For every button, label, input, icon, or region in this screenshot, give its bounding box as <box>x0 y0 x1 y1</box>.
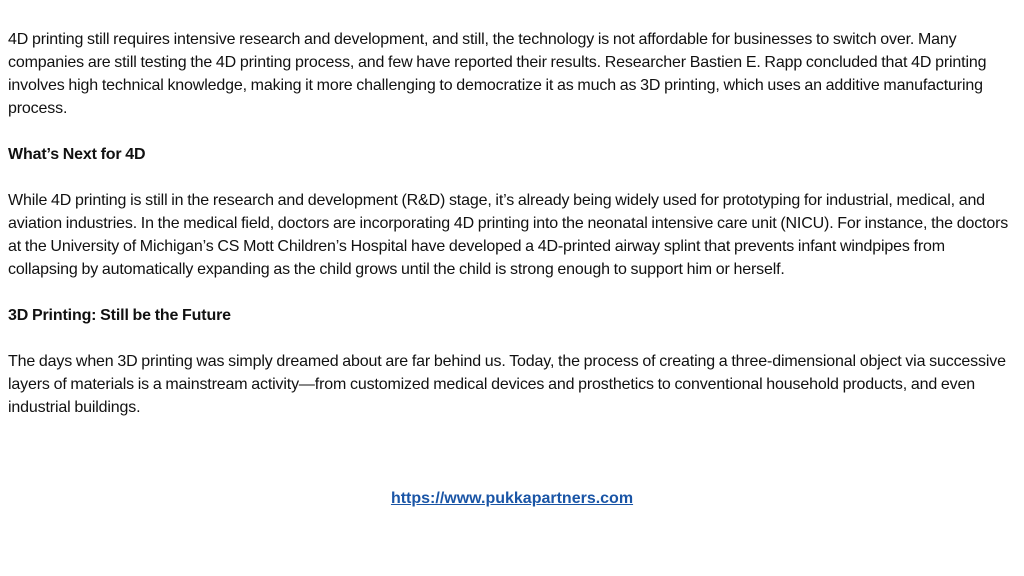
spacer <box>8 281 1016 304</box>
paragraph-4d-uses: While 4D printing is still in the research and development (R&D) stage, it’s already being widely used for prototyping for industrial, medical, and aviation industries. In the medical field, doctors are incorporating 4D printing into the neonatal intensive care unit (NICU). For instance, the doctors at the University of Michigan’s CS Mott Children’s Hospital have developed a 4D-printed airway splint that prevents infant windpipes from collapsing by automatically expanding as the child grows until the child is strong enough to support him or herself. <box>8 192 1009 278</box>
paragraph-4d-limitations: 4D printing still requires intensive research and development, and still, the technology is not affordable for businesses to switch over. Many companies are still testing the 4D printing process, and few have reported their results. Researcher Bastien E. Rapp concluded that 4D printing involves high technical knowledge, making it more challenging to democratize it as much as 3D printing, which uses an additive manufacturing process. <box>8 31 987 117</box>
document-body <box>8 28 1016 419</box>
spacer <box>8 166 1016 189</box>
footer-link-container <box>0 487 1024 510</box>
paragraph-3d-mainstream: The days when 3D printing was simply dreamed about are far behind us. Today, the process of creating a three-dimensional object via successive layers of materials is a mainstream activity—from customized medical devices and prosthetics to conventional household products, and even industrial buildings. <box>8 353 1006 416</box>
spacer <box>8 327 1016 350</box>
heading-whats-next: What’s Next for 4D <box>8 146 146 163</box>
heading-3d-future: 3D Printing: Still be the Future <box>8 307 231 324</box>
website-link[interactable]: https://www.pukkapartners.com <box>390 490 634 507</box>
spacer <box>8 120 1016 143</box>
